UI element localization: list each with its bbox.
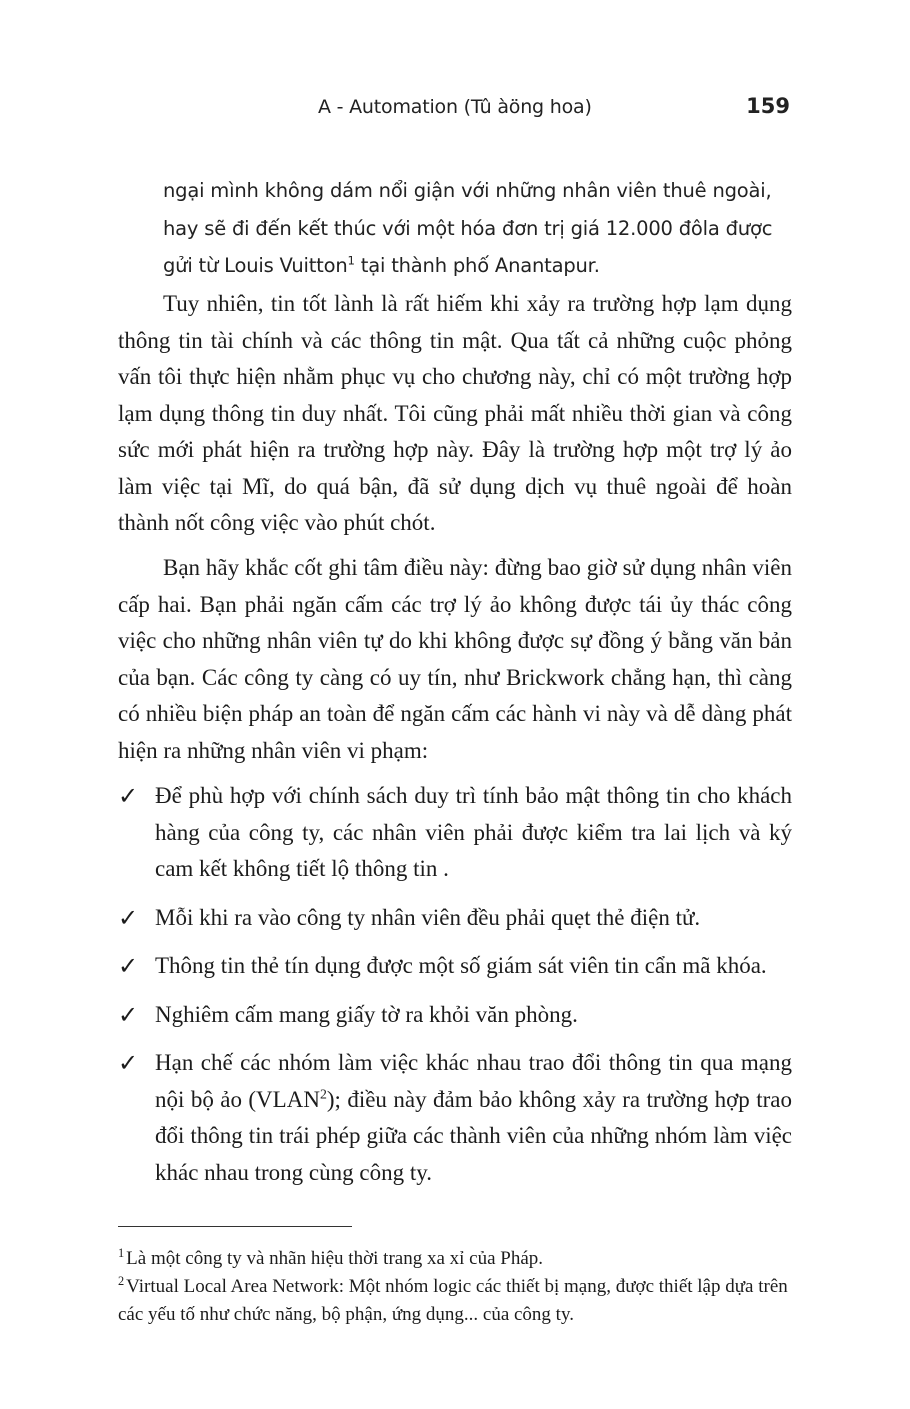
footnote-ref: 1: [347, 253, 355, 268]
list-item-text: [155, 1050, 792, 1185]
chapter-title: A - Automation (Tû àöng hoa): [318, 96, 592, 118]
quote-text: tại thành phố Anantapur.: [354, 254, 600, 277]
footnote-text: Là một công ty và nhãn hiệu thời trang xa xỉ của Pháp.: [126, 1248, 544, 1269]
list-item-text-part: Hạn chế các nhóm làm việc khác nhau trao đổi thông tin qua mạng nội bộ ảo (VLAN: [155, 1050, 792, 1112]
quote-line: hay sẽ đi đến kết thúc với một hóa đơn trị giá 12.000 đôla được: [163, 216, 773, 240]
footnote-ref: 2: [319, 1085, 327, 1101]
footnote-2: [118, 1273, 792, 1329]
checkmark-icon: ✓: [118, 952, 139, 980]
paragraph-text: Tuy nhiên, tin tốt lành là rất hiếm khi xảy ra trường hợp lạm dụng thông tin tài chính và các thông tin mật. Qua tất cả những cuộc phỏng vấn tôi thực hiện nhằm phục vụ cho chương này, chỉ có một trường hợp lạm dụng thông tin duy nhất. Tôi cũng phải mất nhiều thời gian và công sức mới phát hiện ra trường hợp này. Đây là trường hợp một trợ lý ảo làm việc tại Mĩ, do quá bận, đã sử dụng dịch vụ thuê ngoài để hoàn thành nốt công việc vào phút chót.: [118, 291, 792, 535]
paragraph-text: Bạn hãy khắc cốt ghi tâm điều này: đừng bao giờ sử dụng nhân viên cấp hai. Bạn phải ngăn cấm các trợ lý ảo không được tái ủy thác công việc cho những nhân viên tự do khi không được sự đồng ý bằng văn bản của bạn. Các công ty càng có uy tín, như Brickwork chẳng hạn, thì càng có nhiều biện pháp an toàn để ngăn cấm các hành vi này và dễ dàng phát hiện ra những nhân viên vi phạm:: [118, 555, 792, 763]
footnote-text: Virtual Local Area Network: Một nhóm logic các thiết bị mạng, được thiết lập dựa trên các yếu tố như chức năng, bộ phận, ứng dụng... của công ty.: [118, 1276, 788, 1325]
footnote-number: 2: [118, 1273, 125, 1288]
running-header: [0, 96, 910, 126]
quote-block: [163, 172, 773, 285]
footnote-number: 1: [118, 1245, 125, 1260]
checkmark-icon: ✓: [118, 782, 139, 810]
checkmark-icon: ✓: [118, 1049, 139, 1077]
body-paragraph-1: [118, 286, 792, 542]
list-item: [118, 948, 792, 985]
checkmark-icon: ✓: [118, 903, 139, 932]
quote-line: [163, 247, 763, 285]
quote-line: ngại mình không dám nổi giận với những nhân viên thuê ngoài,: [163, 179, 772, 202]
checklist: [118, 778, 792, 1203]
footnotes: [118, 1245, 792, 1329]
list-item-text: Nghiêm cấm mang giấy tờ ra khỏi văn phòng.: [155, 1001, 578, 1027]
list-item-text: Để phù hợp với chính sách duy trì tính bảo mật thông tin cho khách hàng của công ty, các nhân viên phải được kiểm tra lai lịch và ký cam kết không tiết lộ thông tin .: [155, 783, 792, 881]
list-item: [118, 997, 792, 1034]
list-item: [118, 900, 792, 937]
checkmark-icon: ✓: [118, 1000, 139, 1029]
list-item-text: Thông tin thẻ tín dụng được một số giám sát viên tin cẩn mã khóa.: [155, 953, 767, 978]
page-number: 159: [746, 94, 790, 118]
list-item: [118, 778, 792, 888]
list-item-text: Mỗi khi ra vào công ty nhân viên đều phải quẹt thẻ điện tử.: [155, 904, 701, 930]
list-item: [118, 1045, 792, 1191]
footnote-1: [118, 1245, 792, 1273]
body-paragraph-2: [118, 550, 792, 769]
footnote-divider: [118, 1226, 352, 1227]
quote-text: gửi từ Louis Vuitton: [163, 254, 348, 277]
list-item-text-part: ); điều này đảm bảo không xảy ra trường hợp trao đổi thông tin trái phép giữa các thành viên của những nhóm làm việc khác nhau trong cùng công ty.: [155, 1086, 792, 1185]
